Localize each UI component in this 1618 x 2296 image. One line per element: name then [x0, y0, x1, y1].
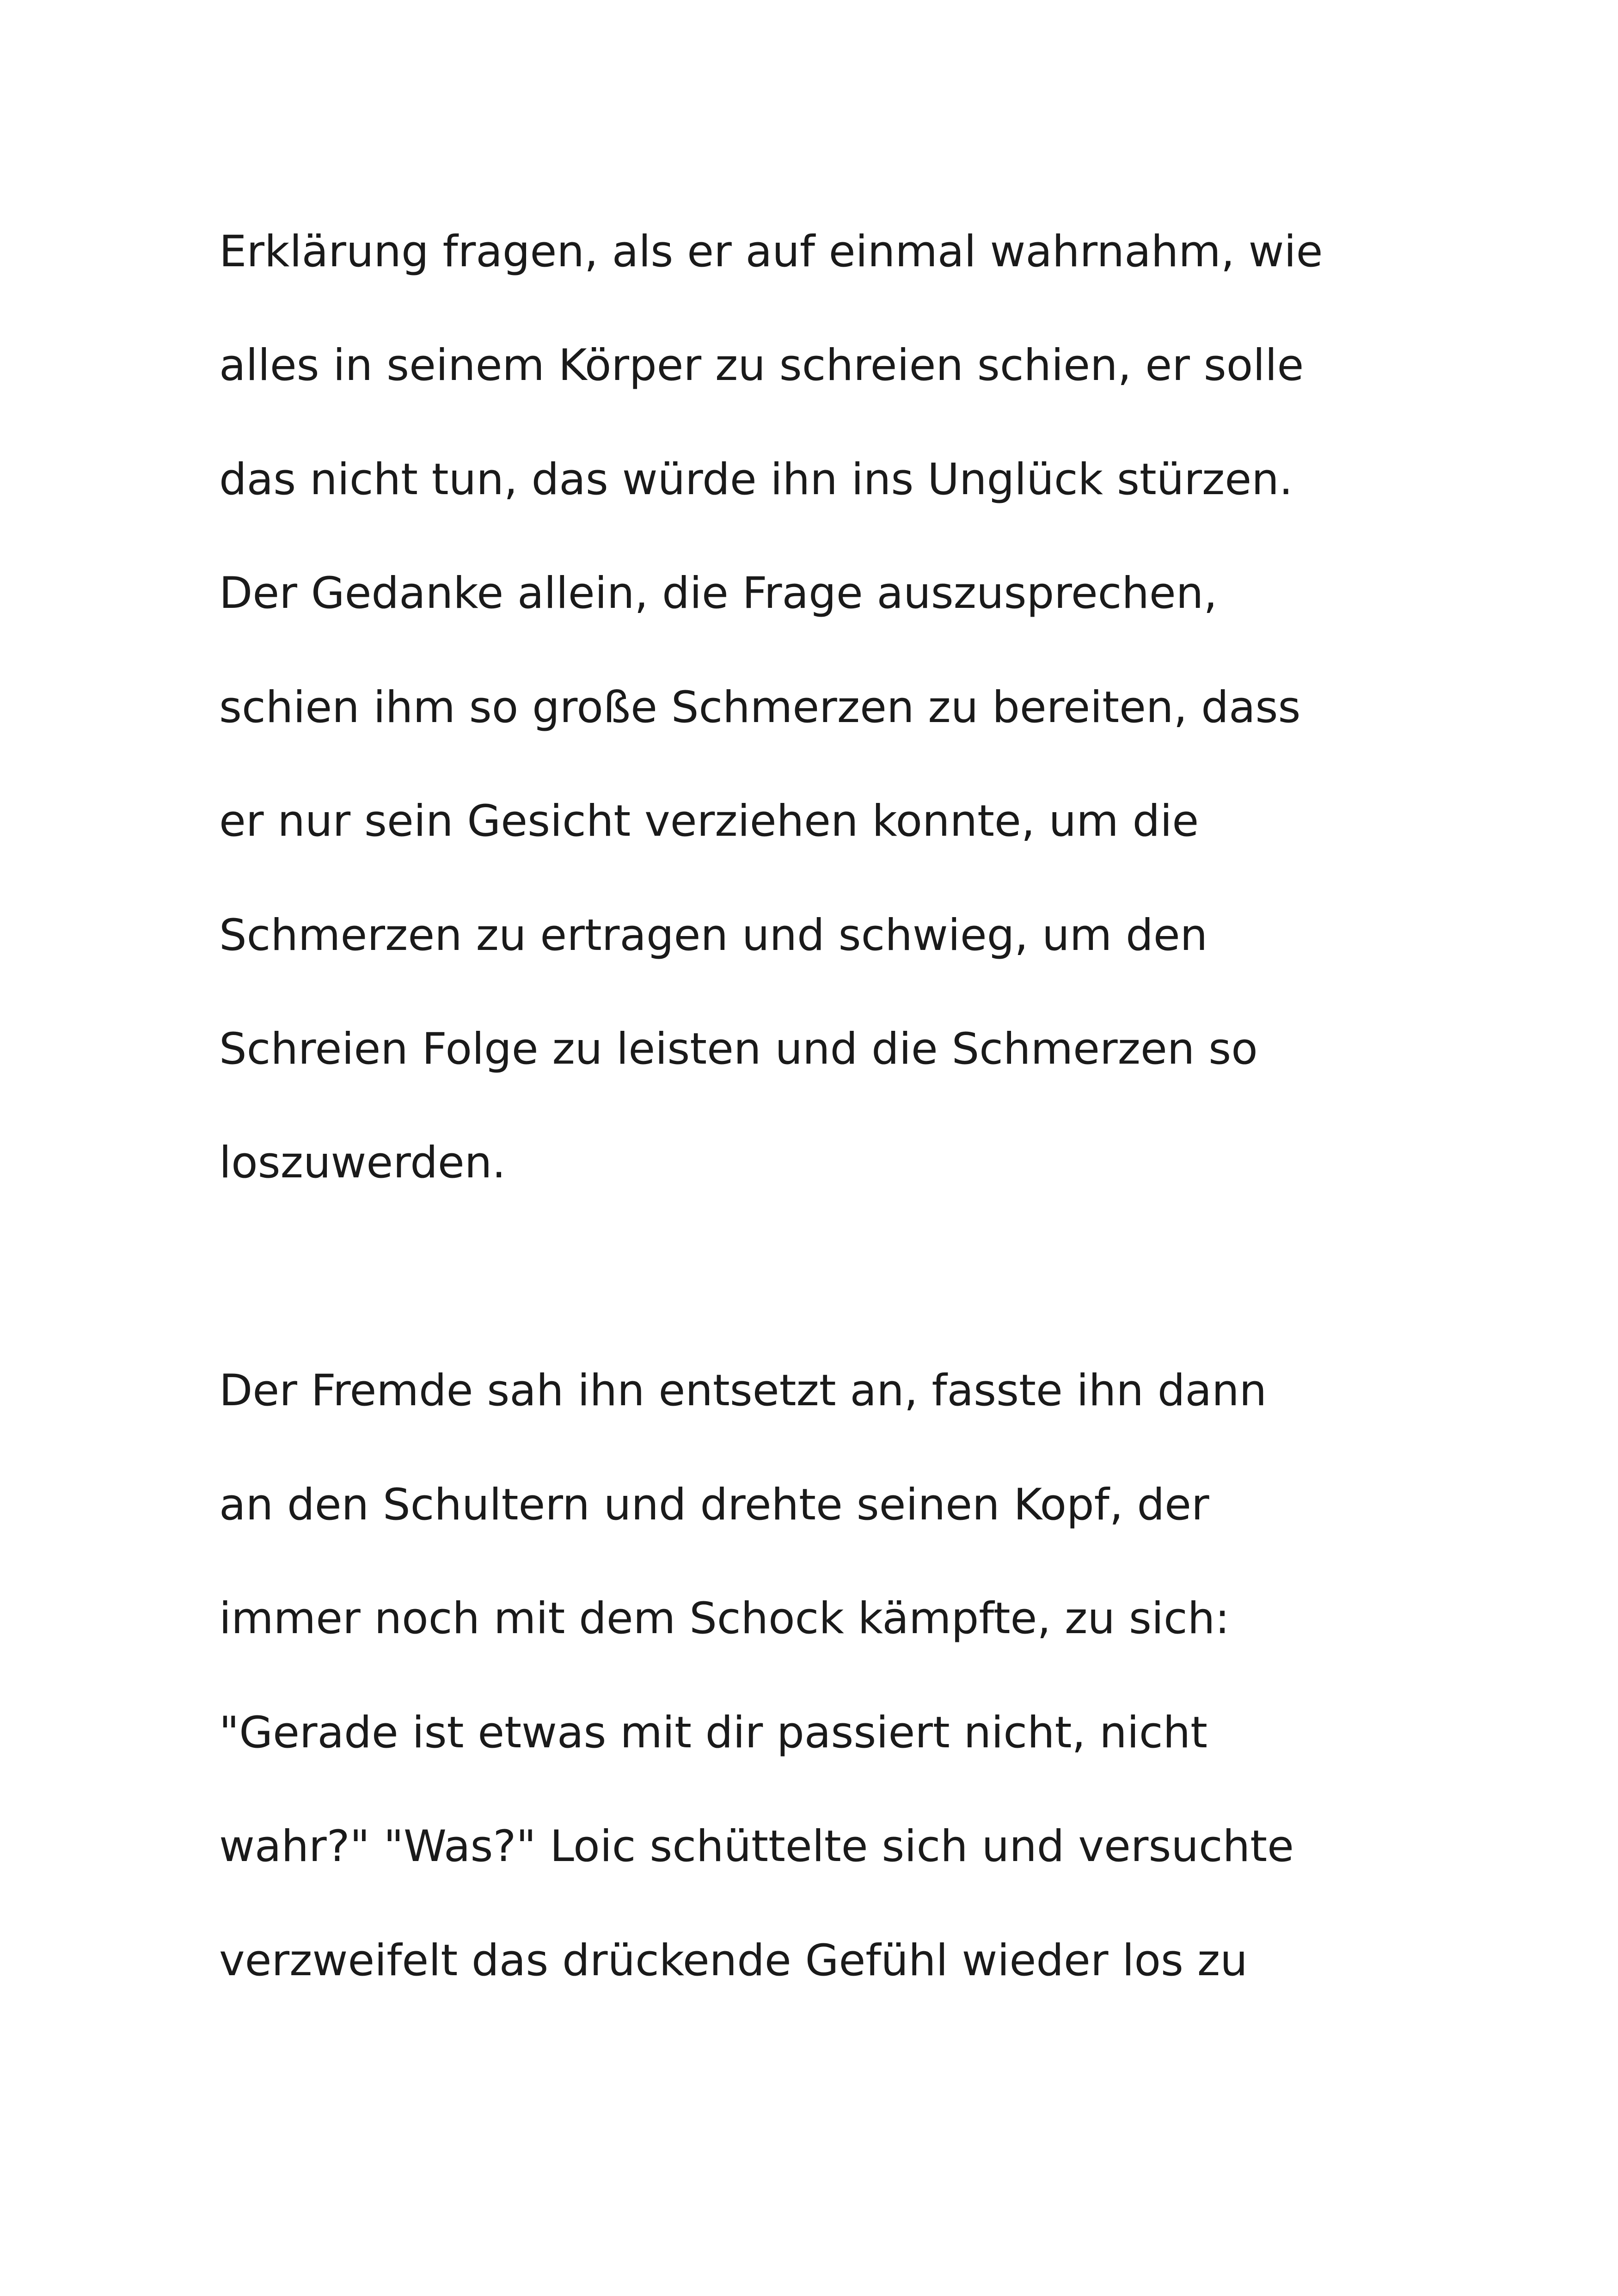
- paragraph-1-line-4: Der Gedanke allein, die Frage auszusprechen,: [219, 568, 1218, 618]
- paragraph-1-line-9: loszuwerden.: [219, 1138, 506, 1188]
- paragraph-1-line-7: Schmerzen zu ertragen und schwieg, um den: [219, 910, 1208, 961]
- paragraph-2-line-1: Der Fremde sah ihn entsetzt an, fasste ihn dann: [219, 1365, 1267, 1416]
- paragraph-1-line-2: alles in seinem Körper zu schreien schien, er solle: [219, 340, 1304, 391]
- paragraph-1-line-3: das nicht tun, das würde ihn ins Unglück stürzen.: [219, 454, 1293, 505]
- paragraph-1-line-5: schien ihm so große Schmerzen zu bereiten, dass: [219, 682, 1301, 733]
- paragraph-2-line-5: wahr?" "Was?" Loic schüttelte sich und versuchte: [219, 1821, 1294, 1872]
- paragraph-2-line-4: "Gerade ist etwas mit dir passiert nicht, nicht: [219, 1708, 1208, 1758]
- paragraph-2-line-6: verzweifelt das drückende Gefühl wieder los zu: [219, 1935, 1248, 1986]
- paragraph-1-line-6: er nur sein Gesicht verziehen konnte, um die: [219, 796, 1199, 846]
- paragraph-1-line-1: Erklärung fragen, als er auf einmal wahrnahm, wie: [219, 227, 1323, 277]
- paragraph-2-line-2: an den Schultern und drehte seinen Kopf, der: [219, 1480, 1209, 1530]
- paragraph-1-line-8: Schreien Folge zu leisten und die Schmerzen so: [219, 1024, 1258, 1074]
- paragraph-2-line-3: immer noch mit dem Schock kämpfte, zu sich:: [219, 1593, 1230, 1644]
